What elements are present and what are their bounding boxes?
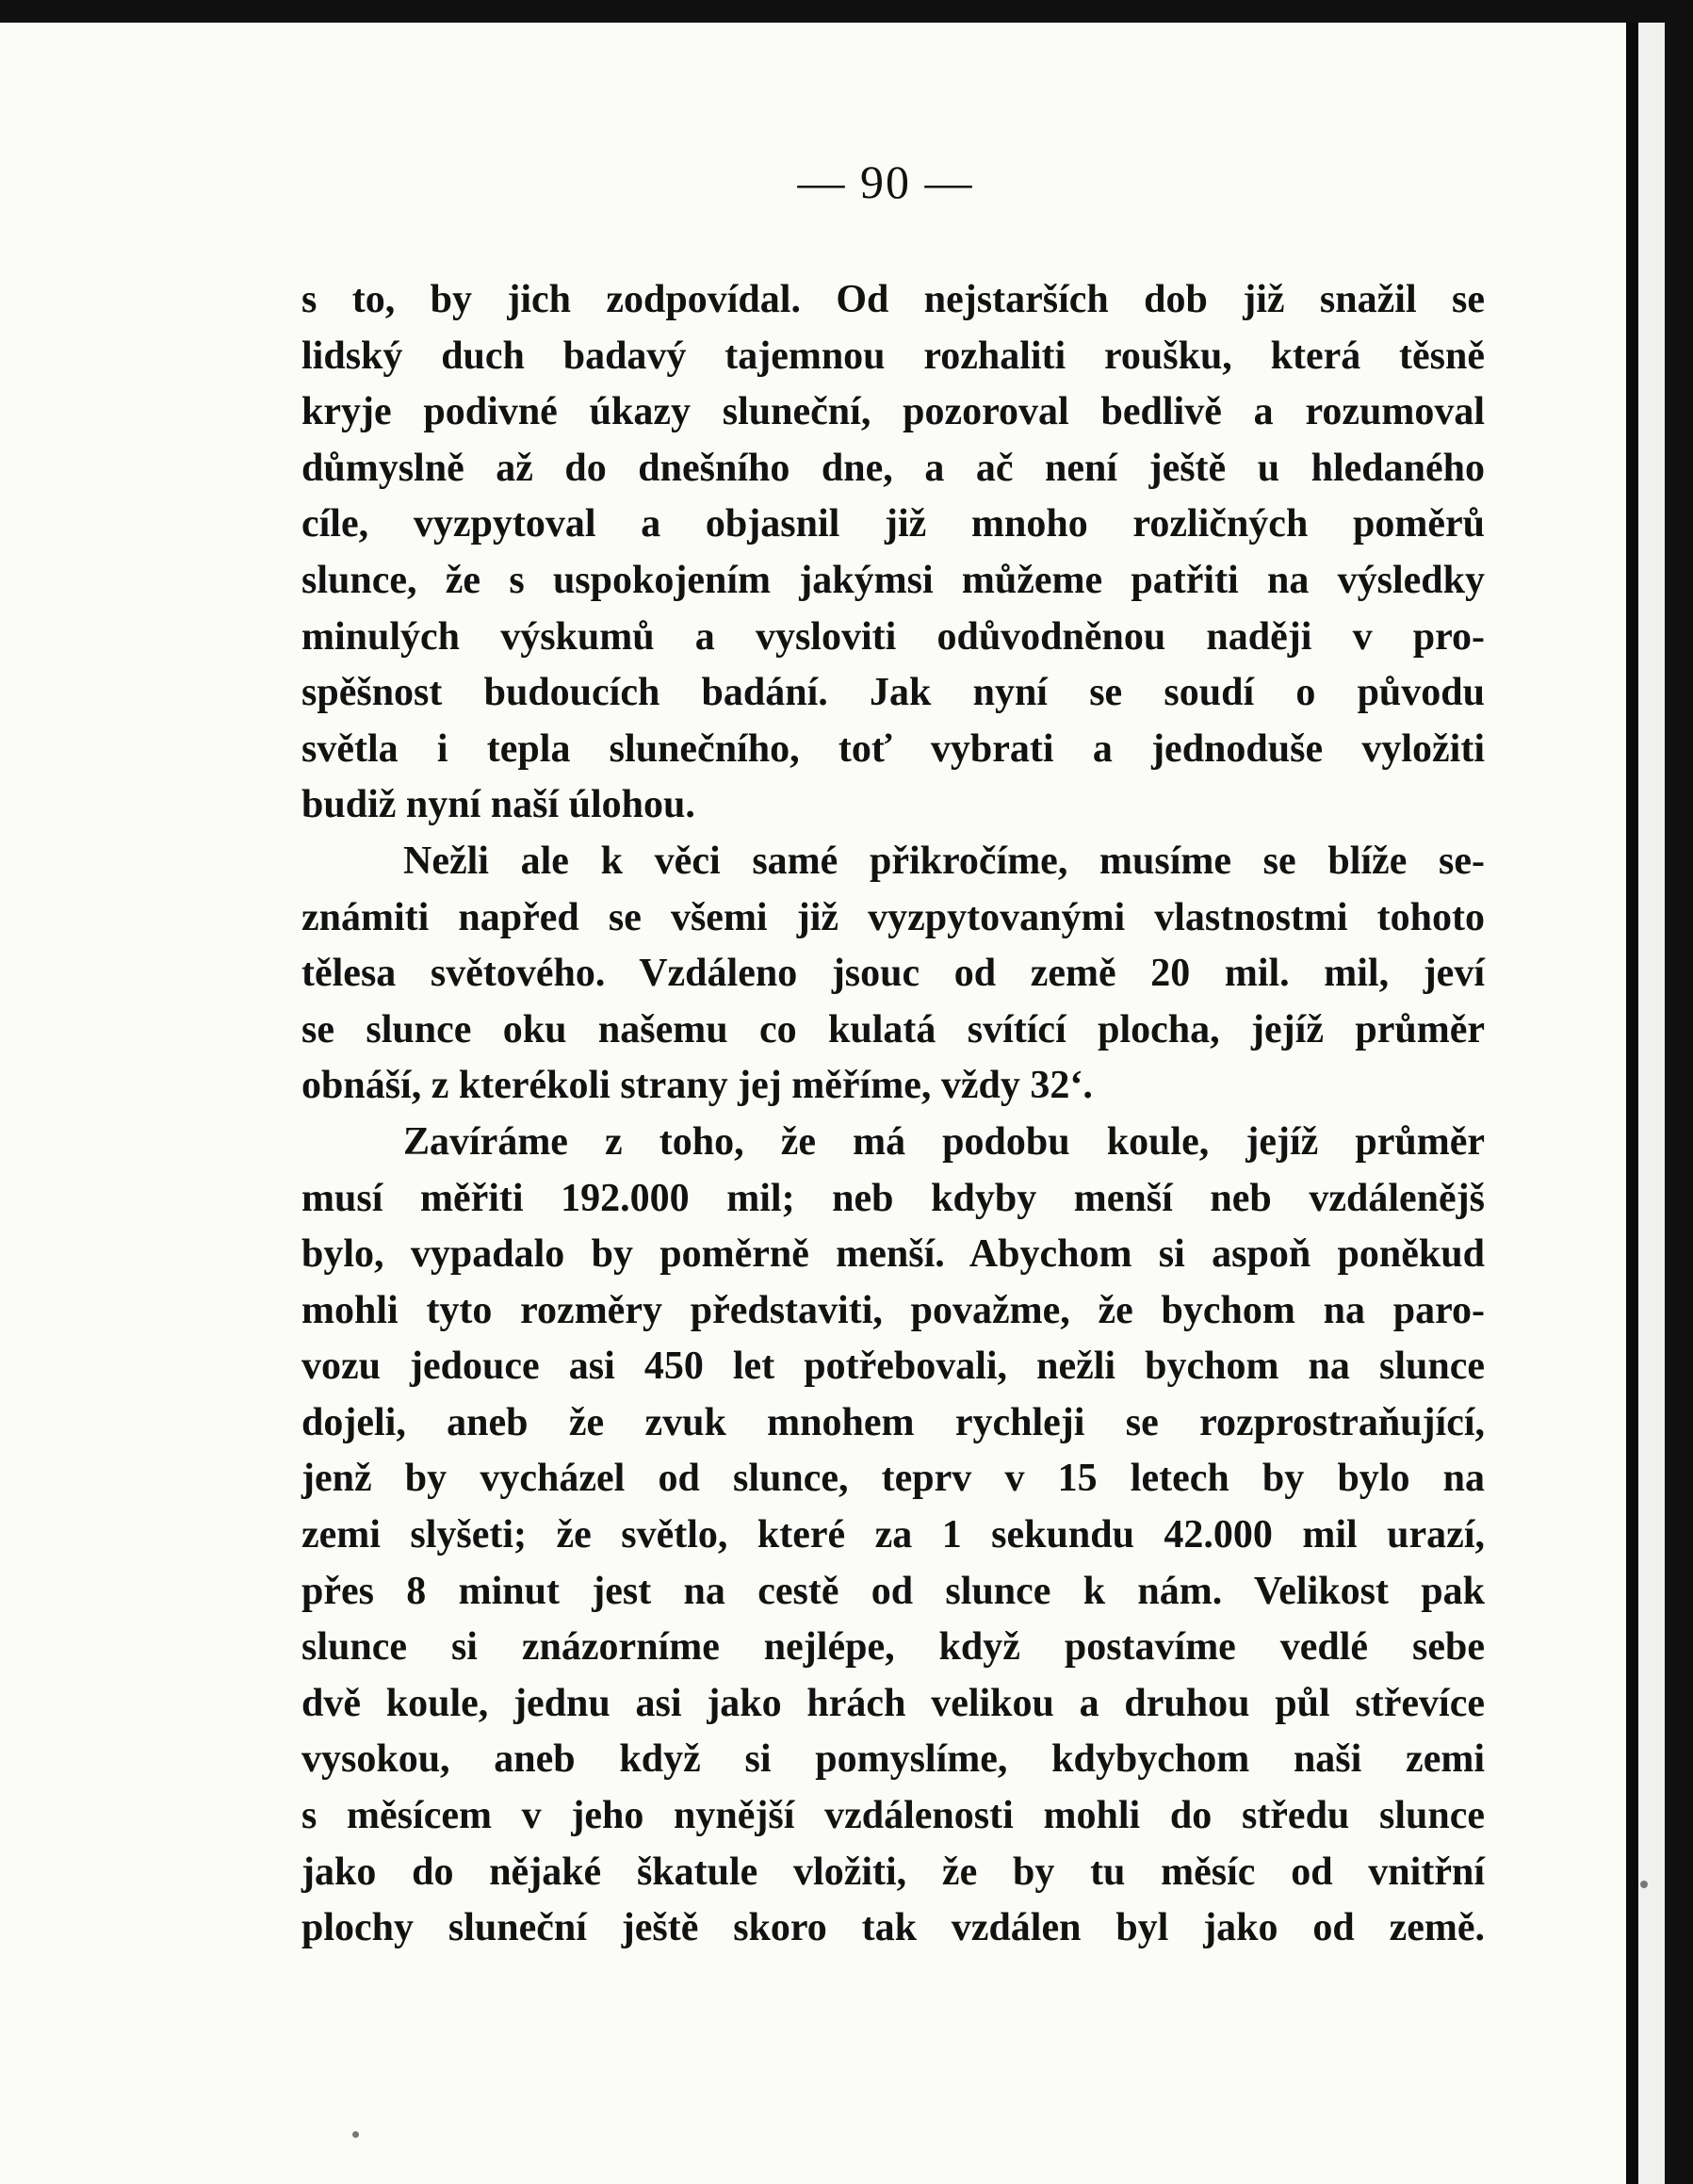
text-line: spěšnost budoucích badání. Jak nyní se soudí o původu	[301, 671, 1485, 715]
text-line: přes 8 minut jest na cestě od slunce k nám. Velikost pak	[301, 1569, 1485, 1613]
dust-speck	[352, 2131, 359, 2138]
text-line: dojeli, aneb že zvuk mnohem rychleji se rozprostraňující,	[301, 1400, 1485, 1444]
text-line: lidský duch badavý tajemnou rozhaliti roušku, která těsně	[301, 334, 1485, 378]
text-line: se slunce oku našemu co kulatá svítící plocha, jejíž průměr	[301, 1007, 1485, 1051]
text-line: obnáší, z kterékoli strany jej měříme, vždy 32ʻ.	[301, 1064, 1093, 1108]
text-line: bylo, vypadalo by poměrně menší. Abychom si aspoň poněkud	[301, 1232, 1485, 1277]
text-line: zemi slyšeti; že světlo, které za 1 sekundu 42.000 mil urazí,	[301, 1513, 1485, 1557]
page-number: — 90 —	[797, 155, 974, 208]
text-line: známiti napřed se všemi již vyzpytovanými vlastnostmi tohoto	[301, 895, 1485, 939]
adjacent-page-edge	[1638, 23, 1665, 2184]
text-line: kryje podivné úkazy sluneční, pozoroval bedlivě a rozumoval	[301, 390, 1485, 434]
body-text	[301, 272, 1485, 1957]
text-line: slunce, že s uspokojením jakýmsi můžeme patřiti na výsledky	[301, 558, 1485, 602]
text-line: jako do nějaké škatule vložiti, že by tu měsíc od vnitřní	[301, 1850, 1485, 1894]
text-line: důmyslně až do dnešního dne, a ač není ještě u hledaného	[301, 446, 1485, 490]
dust-speck	[1640, 1881, 1648, 1888]
text-line: mohli tyto rozměry představiti, považme, že bychom na paro-	[301, 1288, 1485, 1332]
text-line: Zavíráme z toho, že má podobu koule, jejíž průměr	[403, 1119, 1485, 1164]
text-line: cíle, vyzpytoval a objasnil již mnoho rozličných poměrů	[301, 502, 1485, 546]
text-line: Nežli ale k věci samé přikročíme, musíme se blíže se-	[403, 839, 1485, 883]
text-line: světla i tepla slunečního, toť vybrati a jednoduše vyložiti	[301, 726, 1485, 771]
text-line: s měsícem v jeho nynější vzdálenosti mohli do středu slunce	[301, 1794, 1485, 1838]
text-line: s to, by jich zodpovídal. Od nejstarších dob již snažil se	[301, 278, 1485, 321]
text-line: jenž by vycházel od slunce, teprv v 15 letech by bylo na	[301, 1457, 1485, 1501]
text-line: budiž nyní naší úlohou.	[301, 783, 695, 827]
text-line: plochy sluneční ještě skoro tak vzdálen byl jako od země.	[301, 1906, 1485, 1950]
text-line: minulých výskumů a vysloviti odůvodněnou naději v pro-	[301, 614, 1485, 659]
text-line: vysokou, aneb když si pomyslíme, kdybychom naši zemi	[301, 1737, 1485, 1782]
text-line: tělesa světového. Vzdáleno jsouc od země 20 mil. mil, jeví	[301, 952, 1485, 996]
text-line: dvě koule, jednu asi jako hrách velikou a druhou půl střevíce	[301, 1681, 1485, 1725]
text-line: vozu jedouce asi 450 let potřebovali, nežli bychom na slunce	[301, 1345, 1485, 1389]
text-line: slunce si znázorníme nejlépe, když postavíme vedlé sebe	[301, 1625, 1485, 1670]
binding-shadow	[1626, 23, 1638, 2184]
text-line: musí měřiti 192.000 mil; neb kdyby menší neb vzdálenějš	[301, 1176, 1485, 1220]
